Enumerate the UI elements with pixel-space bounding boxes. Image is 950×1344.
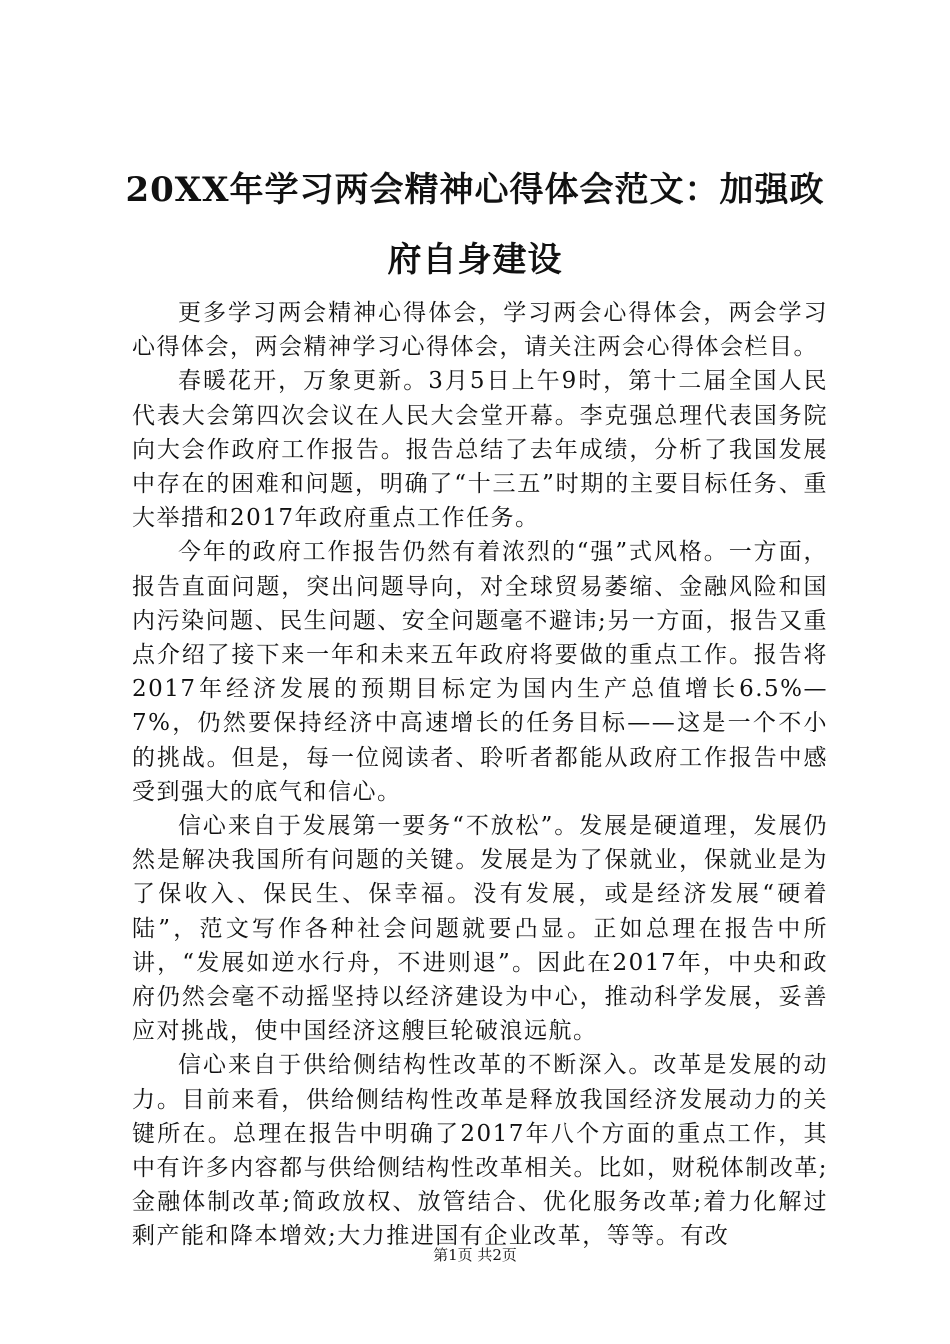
page-number-footer: 第1页 共2页 bbox=[433, 1246, 517, 1264]
document-title: 20XX年学习两会精神心得体会范文：加强政府自身建设 bbox=[125, 170, 825, 280]
document-body bbox=[132, 296, 828, 1254]
paragraph: 今年的政府工作报告仍然有着浓烈的“强”式风格。一方面，报告直面问题，突出问题导向，对全球贸易萎缩、金融风险和国内污染问题、民生问题、安全问题毫不避讳;另一方面，报告又重点介绍了接下来一年和未来五年政府将要做的重点工作。报告将2017年经济发展的预期目标定为国内生产总值增长6.5%—7%，仍然要保持经济中高速增长的任务目标——这是一个不小的挑战。但是，每一位阅读者、聆听者都能从政府工作报告中感受到强大的底气和信心。 bbox=[132, 539, 828, 805]
paragraph: 信心来自于发展第一要务“不放松”。发展是硬道理，发展仍然是解决我国所有问题的关键。发展是为了保就业，保就业是为了保收入、保民生、保幸福。没有发展，或是经济发展“硬着陆”，范文写作各种社会问题就要凸显。正如总理在报告中所讲，“发展如逆水行舟，不进则退”。因此在2017年，中央和政府仍然会毫不动摇坚持以经济建设为中心，推动科学发展，妥善应对挑战，使中国经济这艘巨轮破浪远航。 bbox=[132, 813, 828, 1045]
paragraph: 更多学习两会精神心得体会，学习两会心得体会，两会学习心得体会，两会精神学习心得体会，请关注两会心得体会栏目。 bbox=[132, 300, 828, 361]
paragraph: 信心来自于供给侧结构性改革的不断深入。改革是发展的动力。目前来看，供给侧结构性改革是释放我国经济发展动力的关键所在。总理在报告中明确了2017年八个方面的重点工作，其中有许多内容都与供给侧结构性改革相关。比如，财税体制改革;金融体制改革;简政放权、放管结合、优化服务改革;着力化解过剩产能和降本增效;大力推进国有企业改革，等等。有改 bbox=[132, 1052, 828, 1250]
paragraph: 春暖花开，万象更新。3月5日上午9时，第十二届全国人民代表大会第四次会议在人民大会堂开幕。李克强总理代表国务院向大会作政府工作报告。报告总结了去年成绩，分析了我国发展中存在的困难和问题，明确了“十三五”时期的主要目标任务、重大举措和2017年政府重点工作任务。 bbox=[132, 368, 828, 532]
